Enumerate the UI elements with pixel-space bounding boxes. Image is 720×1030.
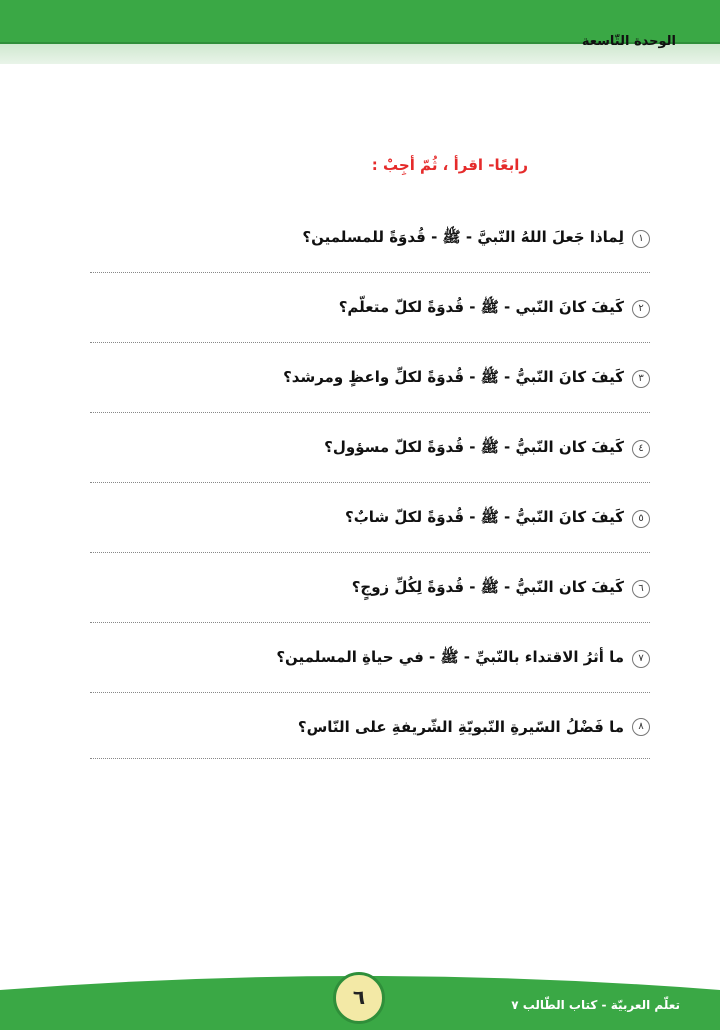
question-number: ٦ xyxy=(632,580,650,598)
question-number: ٣ xyxy=(632,370,650,388)
question-number: ١ xyxy=(632,230,650,248)
answer-line[interactable] xyxy=(90,622,650,623)
question-1 xyxy=(50,228,650,288)
question-text: كَيفَ كان النّبيُّ - ﷺ - قُدوَةً لكلّ مسؤول؟ xyxy=(324,438,624,456)
question-text: كَيفَ كانَ النّبيُّ - ﷺ - قُدوَةً لكلّ شابٌ؟ xyxy=(345,508,624,526)
question-2 xyxy=(50,298,650,358)
page-number: ٦ xyxy=(333,972,385,1024)
question-number: ٢ xyxy=(632,300,650,318)
question-text: ما فَضْلُ السّيرةِ النّبويّةِ الشّريفةِ على النّاس؟ xyxy=(297,718,624,736)
question-text: لِماذا جَعلَ اللهُ النّبيَّ - ﷺ - قُدوَةً للمسلمين؟ xyxy=(302,228,624,246)
answer-line[interactable] xyxy=(90,692,650,693)
question-8 xyxy=(50,718,650,778)
question-number: ٧ xyxy=(632,650,650,668)
question-text: ما أثرُ الاقتداء بالنّبيِّ - ﷺ - في حياةِ المسلمين؟ xyxy=(276,648,624,666)
question-number: ٤ xyxy=(632,440,650,458)
answer-line[interactable] xyxy=(90,482,650,483)
question-6 xyxy=(50,578,650,638)
question-text: كَيفَ كان النّبيُّ - ﷺ - قُدوَةً لِكُلِّ زوجٍ؟ xyxy=(351,578,624,596)
question-text: كَيفَ كانَ النّبي - ﷺ - قُدوَةً لكلّ متعلّم؟ xyxy=(338,298,624,316)
question-7 xyxy=(50,648,650,708)
unit-title: الوحدة التّاسعة xyxy=(581,34,676,49)
question-3 xyxy=(50,368,650,428)
question-number: ٨ xyxy=(632,718,650,736)
question-number: ٥ xyxy=(632,510,650,528)
answer-line[interactable] xyxy=(90,272,650,273)
answer-line[interactable] xyxy=(90,552,650,553)
section-heading: رابعًا- اقرأ ، ثُمّ أجِبْ : xyxy=(371,156,528,174)
question-4 xyxy=(50,438,650,498)
answer-line[interactable] xyxy=(90,342,650,343)
question-text: كَيفَ كانَ النّبيُّ - ﷺ - قُدوَةً لكلِّ واعظٍ ومرشد؟ xyxy=(283,368,624,386)
answer-line[interactable] xyxy=(90,758,650,759)
book-title: تعلّم العربيّة - كتاب الطّالب ٧ xyxy=(511,998,680,1012)
question-5 xyxy=(50,508,650,568)
answer-line[interactable] xyxy=(90,412,650,413)
